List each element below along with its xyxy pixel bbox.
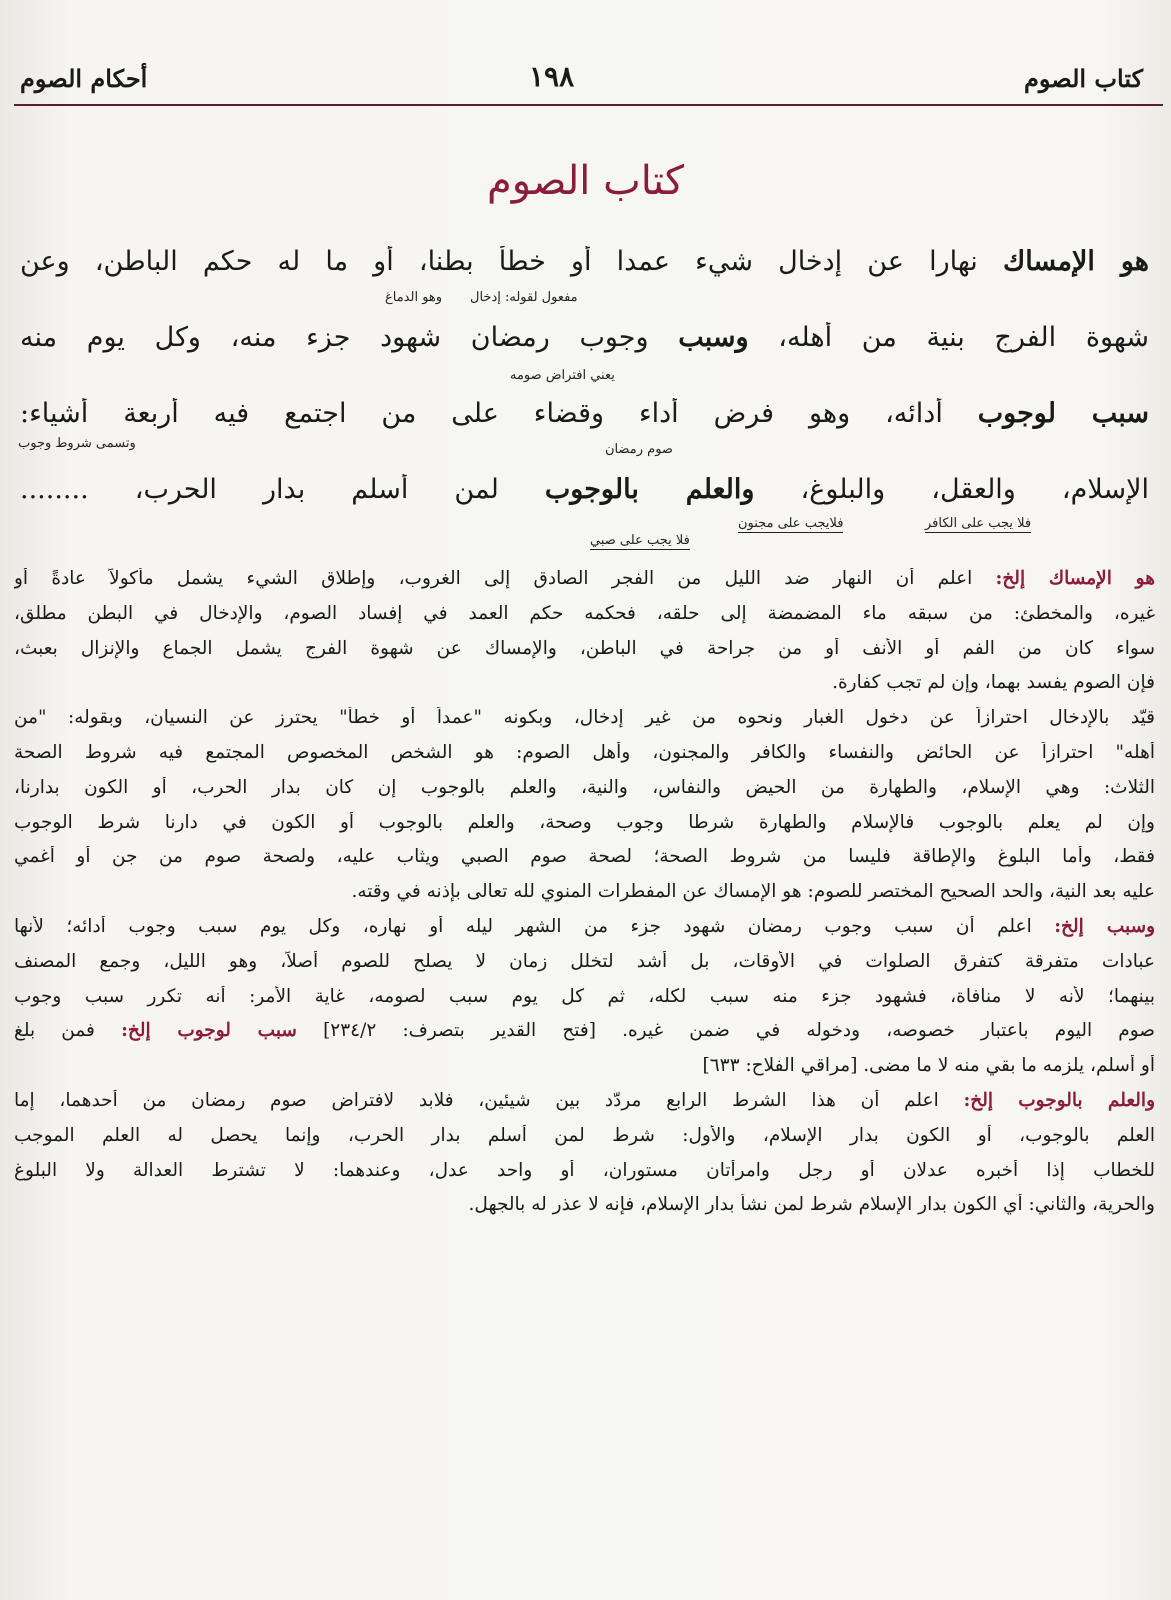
commentary-line — [14, 846, 1155, 867]
commentary-text: اعلم أن هذا الشرط الرابع مردّد بين شيئين، فلابد لافتراض صوم رمضان من أحدهما، إما — [14, 1090, 964, 1111]
commentary-text: أو أسلم، يلزمه ما بقي منه لا ما مضى. [مراقي الفلاح: ٦٣٣] — [702, 1055, 1155, 1077]
commentary-text: اعلم أن النهار ضد الليل من الفجر الصادق إلى الغروب، وإطلاق الشيء يشمل مأكولاً عادةً أو — [14, 568, 996, 589]
chapter-title: كتاب الصوم — [486, 158, 685, 204]
commentary-line — [14, 1020, 1155, 1041]
matn-text: وجوب رمضان شهود جزء منه، وكل يوم منه — [20, 322, 679, 353]
gloss-4: صوم رمضان — [605, 442, 673, 457]
commentary-line — [14, 707, 1155, 728]
matn-lemma: وسبب — [678, 322, 749, 353]
commentary-line — [14, 1125, 1155, 1146]
commentary-text: عليه بعد النية، والحد الصحيح المختصر للصوم: هو الإمساك عن المفطرات المنوي لله تعالى بإذنه في وقته. — [351, 881, 1155, 903]
matn-line-2 — [20, 322, 1149, 353]
commentary-text: اعلم أن سبب وجوب رمضان شهود جزء من الشهر ليله أو نهاره، وكل يوم سبب وجوب أدائه؛ لأنها — [14, 916, 1055, 937]
commentary-line — [14, 568, 1155, 589]
commentary-line — [14, 638, 1155, 659]
commentary-line — [14, 603, 1155, 624]
commentary-lemma: سبب لوجوب إلخ: — [121, 1020, 297, 1042]
gloss-3: يعني افتراض صومه — [510, 368, 615, 383]
header-chapter-title: أحكام الصوم — [20, 64, 148, 93]
commentary-text: والحرية، والثاني: أي الكون بدار الإسلام شرط لمن نشأ بدار الإسلام، فإنه لا عذر له بالجهل. — [468, 1194, 1155, 1216]
commentary-line — [14, 1194, 1155, 1215]
commentary-lemma: هو الإمساك إلخ: — [995, 568, 1155, 589]
matn-text: شهوة الفرج بنية من أهله، — [748, 322, 1149, 353]
gloss-7: فلايجب على مجنون — [738, 516, 844, 531]
matn-line-3 — [20, 398, 1149, 429]
gloss-5: وتسمى شروط وجوب — [18, 436, 136, 451]
commentary-text: أهله" احترازاً عن الحائض والنفساء والكافر والمجنون، وأهل الصوم: هو الشخص المخصوص المجتمع فيه شروط الصحة — [14, 742, 1155, 763]
matn-line-4 — [20, 474, 1149, 505]
matn-text: الإسلام، والعقل، والبلوغ، — [754, 474, 1149, 505]
commentary-line — [14, 1090, 1155, 1111]
commentary-line — [14, 951, 1155, 972]
matn-text: أدائه، وهو فرض أداء وقضاء على من اجتمع فيه أربعة أشياء: — [20, 398, 978, 429]
commentary-line — [14, 742, 1155, 763]
gloss-1: مفعول لقوله: إدخال — [470, 290, 578, 305]
commentary-line — [14, 777, 1155, 798]
commentary-lemma: وسبب إلخ: — [1054, 916, 1155, 937]
commentary-line — [14, 916, 1155, 937]
commentary-text: صوم اليوم باعتبار خصوصه، ودخوله في ضمن غيره. [فتح القدير بتصرف: ٢٣٤/٢] — [296, 1020, 1155, 1042]
commentary-text: فقط، وأما البلوغ والإطاقة فليسا من شروط الصحة؛ لصحة صوم الصبي ويثاب عليه، ولصحة صوم من جن أو أغمي — [14, 846, 1155, 868]
commentary-text: غيره، والمخطئ: من سبقه ماء المضمضة إلى حلقه، فحكمه حكم العمد في إفساد الصوم، والإدخال في البطن مطلق، — [14, 602, 1155, 624]
gloss-2: وهو الدماغ — [385, 290, 443, 305]
commentary-text: عبادات متفرقة كتفرق الصلوات في الأوقات، بل أشد لتخلل زمان لا يصلح للصوم أصلاً، وهو الليل، وجمع المصنف — [14, 950, 1155, 972]
commentary-line — [14, 812, 1155, 833]
matn-line-1 — [20, 246, 1149, 277]
commentary-line — [14, 672, 1155, 693]
gloss-6: فلا يجب على الكافر — [925, 516, 1032, 531]
commentary-text: بينهما؛ لأنه لا منافاة، فشهود جزء منه سبب لكله، ثم كل يوم سبب لصومه، غاية الأمر: أنه تكرر سبب وجوب — [14, 985, 1155, 1007]
matn-lemma: سبب لوجوب — [977, 398, 1149, 429]
commentary-text: سواء كان من الفم أو الأنف أو من جراحة في الباطن، والإمساك عن شهوة الفرج يشمل الجماع والإنزال بعبث، — [14, 637, 1155, 659]
matn-lemma: والعلم بالوجوب — [544, 474, 755, 505]
gloss-8: فلا يجب على صبي — [590, 533, 690, 548]
commentary-line — [14, 1160, 1155, 1181]
matn-lemma: هو الإمساك — [1002, 246, 1149, 277]
commentary-line — [14, 1055, 1155, 1076]
commentary-text: وإن لم يعلم بالوجوب فالإسلام والطهارة شرطا وجوب وصحة، والعلم بالوجوب أو الكون في دارنا شرط الوجوب — [14, 811, 1155, 833]
matn-text: نهارا عن إدخال شيء عمدا أو خطأ بطنا، أو ما له حكم الباطن، وعن — [20, 246, 1003, 277]
matn-text: لمن أسلم بدار الحرب، ........ — [20, 474, 545, 505]
page-number: ١٩٨ — [529, 60, 575, 93]
commentary-lemma: والعلم بالوجوب إلخ: — [963, 1090, 1155, 1111]
commentary-text: العلم بالوجوب، أو الكون بدار الإسلام، والأول: شرط لمن أسلم بدار الحرب، وإنما يحصل له العلم الموجب — [14, 1124, 1155, 1146]
header-book-title: كتاب الصوم — [1024, 64, 1143, 93]
running-header — [14, 60, 1163, 106]
commentary-text: الثلاث: وهي الإسلام، والطهارة من الحيض والنفاس، والنية، والعلم بالوجوب إن كان بدار الحرب، أو الكون بدارنا، — [14, 776, 1155, 798]
commentary-text: فمن بلغ — [14, 1020, 122, 1042]
commentary-line — [14, 881, 1155, 902]
commentary-text: قيّد بالإدخال احترازاً عن دخول الغبار ونحوه من غير إدخال، وبكونه "عمداً أو خطأً" يحترز عن النسيان، وبقوله: "من — [14, 707, 1155, 729]
commentary-text: للخطاب إذا أخبره عدلان أو رجل وامرأتان مستوران، أو واحد عدل، وعندهما: لا تشترط العدالة ولا البلوغ — [14, 1159, 1155, 1181]
commentary-text: فإن الصوم يفسد بهما، وإن لم تجب كفارة. — [832, 672, 1155, 694]
commentary-line — [14, 986, 1155, 1007]
